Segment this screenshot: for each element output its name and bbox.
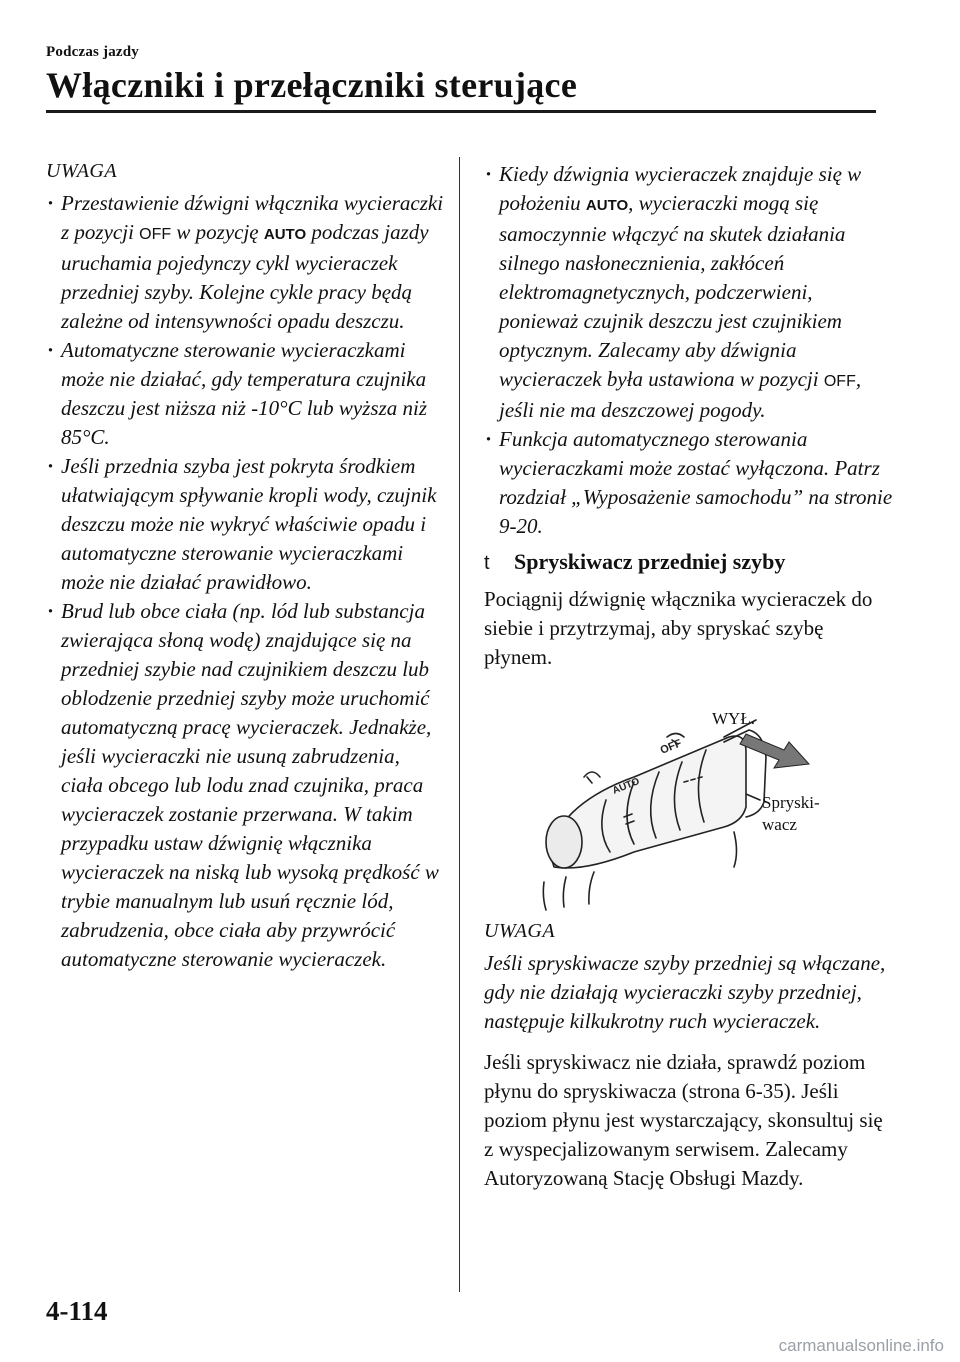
final-paragraph: Jeśli spryskiwacz nie działa, sprawdź poziom płynu do spryskiwacza (strona 6-35). Jeśli poziom płynu jest wystarczający, skonsultuj się z wyspecjalizowanym serwisem. Zalecamy Autoryzowaną Stację Obsługi Mazdy. bbox=[484, 1050, 883, 1190]
figure-label-washer-line-1: Spryski- bbox=[762, 793, 820, 812]
note-bullet-4: · Brud lub obce ciała (np. lód lub substancja zwierająca słoną wodę) znajdujące się na przedniej szybie nad czujnikiem deszczu lub oblodzenie przedniej szyby może uruchomić automatyczną pracę wycieraczek. Jednakże, jeśli wycieraczki nie usuną zabrudzenia, ciała obcego lub lodu znad czujnika, praca wycieraczek zostanie przerwana. W takim przypadku ustaw dźwignię włącznika wycieraczek na niską lub wysoką prędkość w trybie manualnym lub usuń ręcznie lód, zabrudzenia, obce ciała aby przywrócić automatyczne sterowanie wycieraczek. bbox=[46, 597, 446, 974]
wiper-lever-figure bbox=[484, 682, 894, 912]
section-marker: t bbox=[484, 552, 490, 574]
section-header: Podczas jazdy bbox=[46, 44, 140, 60]
note-bullet-list-continued bbox=[484, 160, 894, 541]
off-position-label: OFF bbox=[139, 226, 172, 243]
pull-arrow-icon bbox=[740, 734, 809, 768]
right-column bbox=[484, 160, 894, 1193]
washer-note bbox=[484, 920, 894, 1036]
column-divider bbox=[459, 157, 460, 1292]
bullet-text: podczas jazdy uruchamia pojedynczy cykl wycieraczek przedniej szyby. Kolejne cykle pracy będą zależne od intensywności opadu deszczu. bbox=[61, 220, 429, 333]
note-label: UWAGA bbox=[484, 920, 556, 942]
page-number: 4-114 bbox=[46, 1296, 108, 1326]
hand-outline-3 bbox=[589, 872, 594, 904]
section-title: Spryskiwacz przedniej szyby bbox=[514, 549, 786, 574]
note-bullet-5 bbox=[484, 160, 894, 425]
figure-label-washer-line-2: wacz bbox=[762, 815, 797, 834]
section-heading bbox=[484, 549, 894, 575]
figure-label-off: WYŁ. bbox=[712, 709, 755, 728]
note-text: Jeśli spryskiwacze szyby przedniej są włączane, gdy nie działają wycieraczki szyby przedniej, następuje kilkukrotny ruch wycieraczek. bbox=[484, 951, 886, 1033]
hand-outline-4 bbox=[734, 832, 737, 867]
wiper-lever-illustration bbox=[484, 682, 894, 912]
lever-auto-text: AUTO bbox=[611, 776, 642, 797]
auto-position-label: AUTO bbox=[263, 226, 307, 243]
leader-line-washer bbox=[746, 794, 760, 800]
off-position-label: OFF bbox=[823, 373, 856, 390]
left-column bbox=[46, 160, 446, 974]
note-bullet-1 bbox=[46, 189, 446, 336]
lever-end-cap bbox=[546, 816, 582, 868]
intro-paragraph: Pociągnij dźwignię włącznika wycieraczek do siebie i przytrzymaj, aby spryskać szybę płynem. bbox=[484, 587, 873, 669]
hand-outline-1 bbox=[543, 882, 546, 910]
lever-off-text: OFF bbox=[658, 737, 684, 757]
page-title: Włączniki i przełączniki sterujące bbox=[46, 65, 578, 105]
note-label: UWAGA bbox=[46, 160, 118, 182]
bullet-text: Przestawienie dźwigni włącznika wycieraczki z pozycji bbox=[61, 191, 444, 244]
watermark: carmanualsonline.info bbox=[778, 1336, 944, 1355]
wiper-symbol bbox=[584, 772, 600, 783]
note-bullet-6: · Funkcja automatycznego sterowania wycieraczkami może zostać wyłączona. Patrz rozdział „Wyposażenie samochodu” na stronie 9-20. bbox=[484, 425, 894, 541]
hand-outline-2 bbox=[563, 877, 566, 907]
bullet-text: w pozycję bbox=[171, 220, 264, 244]
note-bullet-list bbox=[46, 189, 446, 974]
header-rule bbox=[46, 110, 876, 113]
bullet-text: , wycieraczki mogą się samoczynnie włączyć na skutek działania silnego nasłonecznienia, zakłóceń elektromagnetycznych, podczerwieni, ponieważ czujnik deszczu jest czujnikiem optycznym. Zalecamy aby dźwignia wycieraczek była ustawiona w pozycji bbox=[499, 191, 846, 391]
note-bullet-3: · Jeśli przednia szyba jest pokryta środkiem ułatwiającym spływanie kropli wody, czujnik deszczu może nie wykryć właściwie opadu i automatyczne sterowanie wycieraczkami może nie działać prawidłowo. bbox=[46, 452, 446, 597]
bullet-text: Kiedy dźwignia wycieraczek znajduje się w położeniu bbox=[499, 162, 862, 215]
figure-label-washer bbox=[762, 792, 820, 836]
bullet-text: , jeśli nie ma deszczowej pogody. bbox=[499, 367, 862, 422]
note-bullet-2: · Automatyczne sterowanie wycieraczkami może nie działać, gdy temperatura czujnika deszczu jest niższa niż -10°C lub wyższa niż 85°C. bbox=[46, 336, 446, 452]
auto-position-label: AUTO bbox=[585, 197, 629, 214]
